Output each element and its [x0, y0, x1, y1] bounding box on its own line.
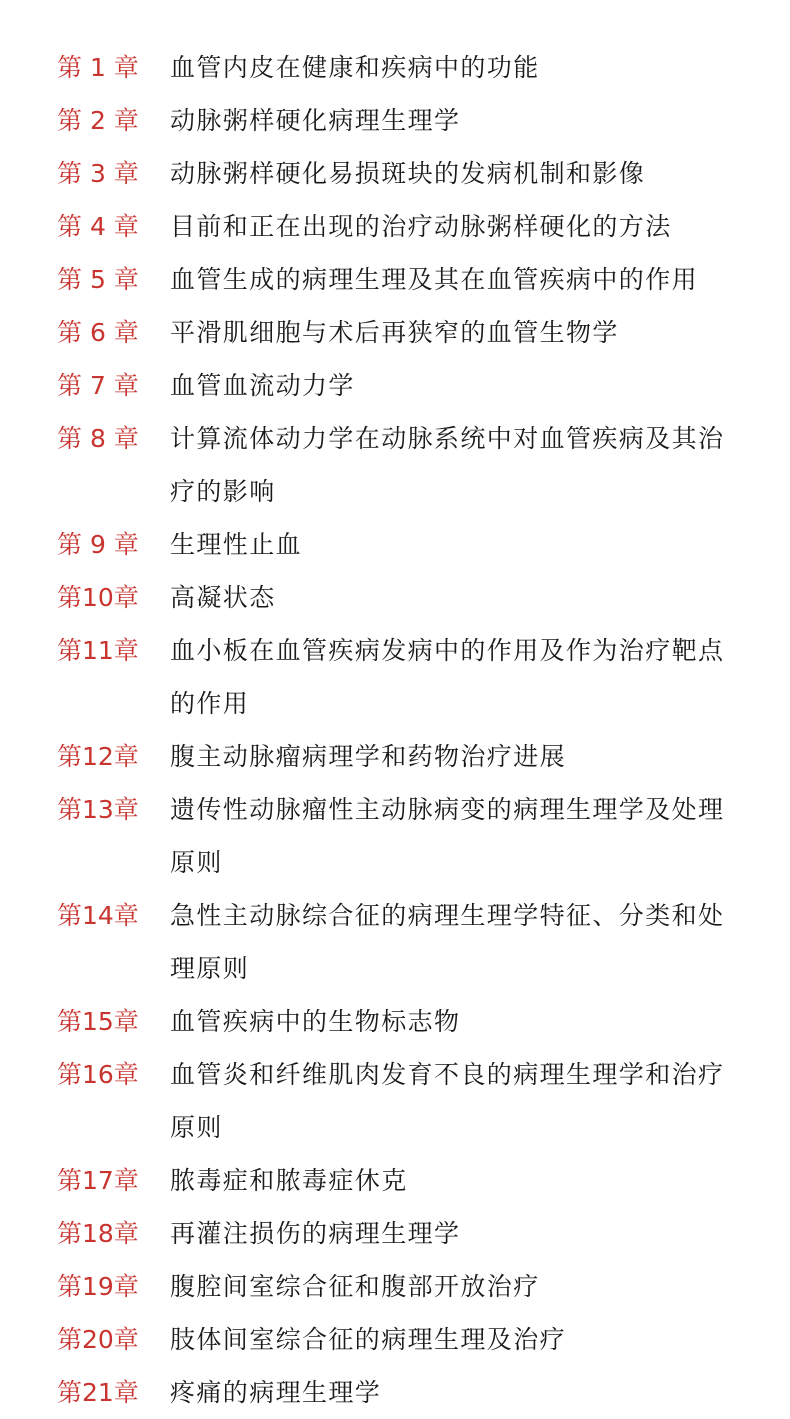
chapter-title: 血管炎和纤维肌肉发育不良的病理生理学和治疗原则 [170, 1060, 725, 1142]
chapter-title: 动脉粥样硬化病理生理学 [170, 106, 461, 135]
chapter-number: 第19章 [57, 1272, 139, 1301]
chapter-number: 第 4 章 [57, 212, 139, 241]
chapter-number: 第 1 章 [57, 53, 139, 82]
chapter-number: 第14章 [57, 901, 139, 930]
chapter-number: 第11章 [57, 636, 139, 665]
toc-entry-10[interactable] [57, 571, 747, 624]
chapter-title: 平滑肌细胞与术后再狭窄的血管生物学 [170, 318, 619, 347]
chapter-title: 生理性止血 [170, 530, 303, 559]
chapter-title: 计算流体动力学在动脉系统中对血管疾病及其治疗的影响 [170, 424, 725, 506]
chapter-number: 第16章 [57, 1060, 139, 1089]
chapter-number: 第17章 [57, 1166, 139, 1195]
chapter-title: 遗传性动脉瘤性主动脉病变的病理生理学及处理原则 [170, 795, 725, 877]
chapter-title: 疼痛的病理生理学 [170, 1378, 382, 1407]
chapter-number: 第20章 [57, 1325, 139, 1354]
chapter-title: 急性主动脉综合征的病理生理学特征、分类和处理原则 [170, 901, 725, 983]
toc-entry-15[interactable] [57, 995, 747, 1048]
chapter-number: 第 7 章 [57, 371, 139, 400]
toc-entry-6[interactable] [57, 306, 747, 359]
chapter-number: 第 8 章 [57, 424, 139, 453]
chapter-title: 腹主动脉瘤病理学和药物治疗进展 [170, 742, 567, 771]
toc-entry-20[interactable] [57, 1313, 747, 1366]
toc-entry-17[interactable] [57, 1154, 747, 1207]
chapter-number: 第 2 章 [57, 106, 139, 135]
chapter-title: 动脉粥样硬化易损斑块的发病机制和影像 [170, 159, 646, 188]
chapter-title: 血管疾病中的生物标志物 [170, 1007, 461, 1036]
toc-entry-13[interactable] [57, 783, 747, 889]
chapter-number: 第 6 章 [57, 318, 139, 347]
chapter-title: 血小板在血管疾病发病中的作用及作为治疗靶点的作用 [170, 636, 725, 718]
chapter-title: 腹腔间室综合征和腹部开放治疗 [170, 1272, 540, 1301]
chapter-title: 肢体间室综合征的病理生理及治疗 [170, 1325, 567, 1354]
chapter-title: 血管内皮在健康和疾病中的功能 [170, 53, 540, 82]
toc-entry-12[interactable] [57, 730, 747, 783]
chapter-number: 第13章 [57, 795, 139, 824]
toc-entry-16[interactable] [57, 1048, 747, 1154]
chapter-number: 第21章 [57, 1378, 139, 1407]
chapter-number: 第 5 章 [57, 265, 139, 294]
chapter-title: 高凝状态 [170, 583, 276, 612]
toc-entry-8[interactable] [57, 412, 747, 518]
toc-entry-5[interactable] [57, 253, 747, 306]
chapter-number: 第10章 [57, 583, 139, 612]
chapter-title: 目前和正在出现的治疗动脉粥样硬化的方法 [170, 212, 672, 241]
toc-entry-18[interactable] [57, 1207, 747, 1260]
chapter-title: 血管血流动力学 [170, 371, 355, 400]
toc-entry-19[interactable] [57, 1260, 747, 1313]
chapter-number: 第18章 [57, 1219, 139, 1248]
chapter-number: 第12章 [57, 742, 139, 771]
toc-entry-4[interactable] [57, 200, 747, 253]
chapter-title: 血管生成的病理生理及其在血管疾病中的作用 [170, 265, 699, 294]
toc-entry-7[interactable] [57, 359, 747, 412]
toc-entry-2[interactable] [57, 94, 747, 147]
toc-entry-9[interactable] [57, 518, 747, 571]
toc-entry-1[interactable] [57, 41, 747, 94]
table-of-contents [57, 41, 747, 1419]
chapter-title: 再灌注损伤的病理生理学 [170, 1219, 461, 1248]
chapter-number: 第15章 [57, 1007, 139, 1036]
toc-entry-21[interactable] [57, 1366, 747, 1419]
toc-entry-14[interactable] [57, 889, 747, 995]
chapter-title: 脓毒症和脓毒症休克 [170, 1166, 408, 1195]
toc-entry-11[interactable] [57, 624, 747, 730]
chapter-number: 第 9 章 [57, 530, 139, 559]
toc-entry-3[interactable] [57, 147, 747, 200]
chapter-number: 第 3 章 [57, 159, 139, 188]
